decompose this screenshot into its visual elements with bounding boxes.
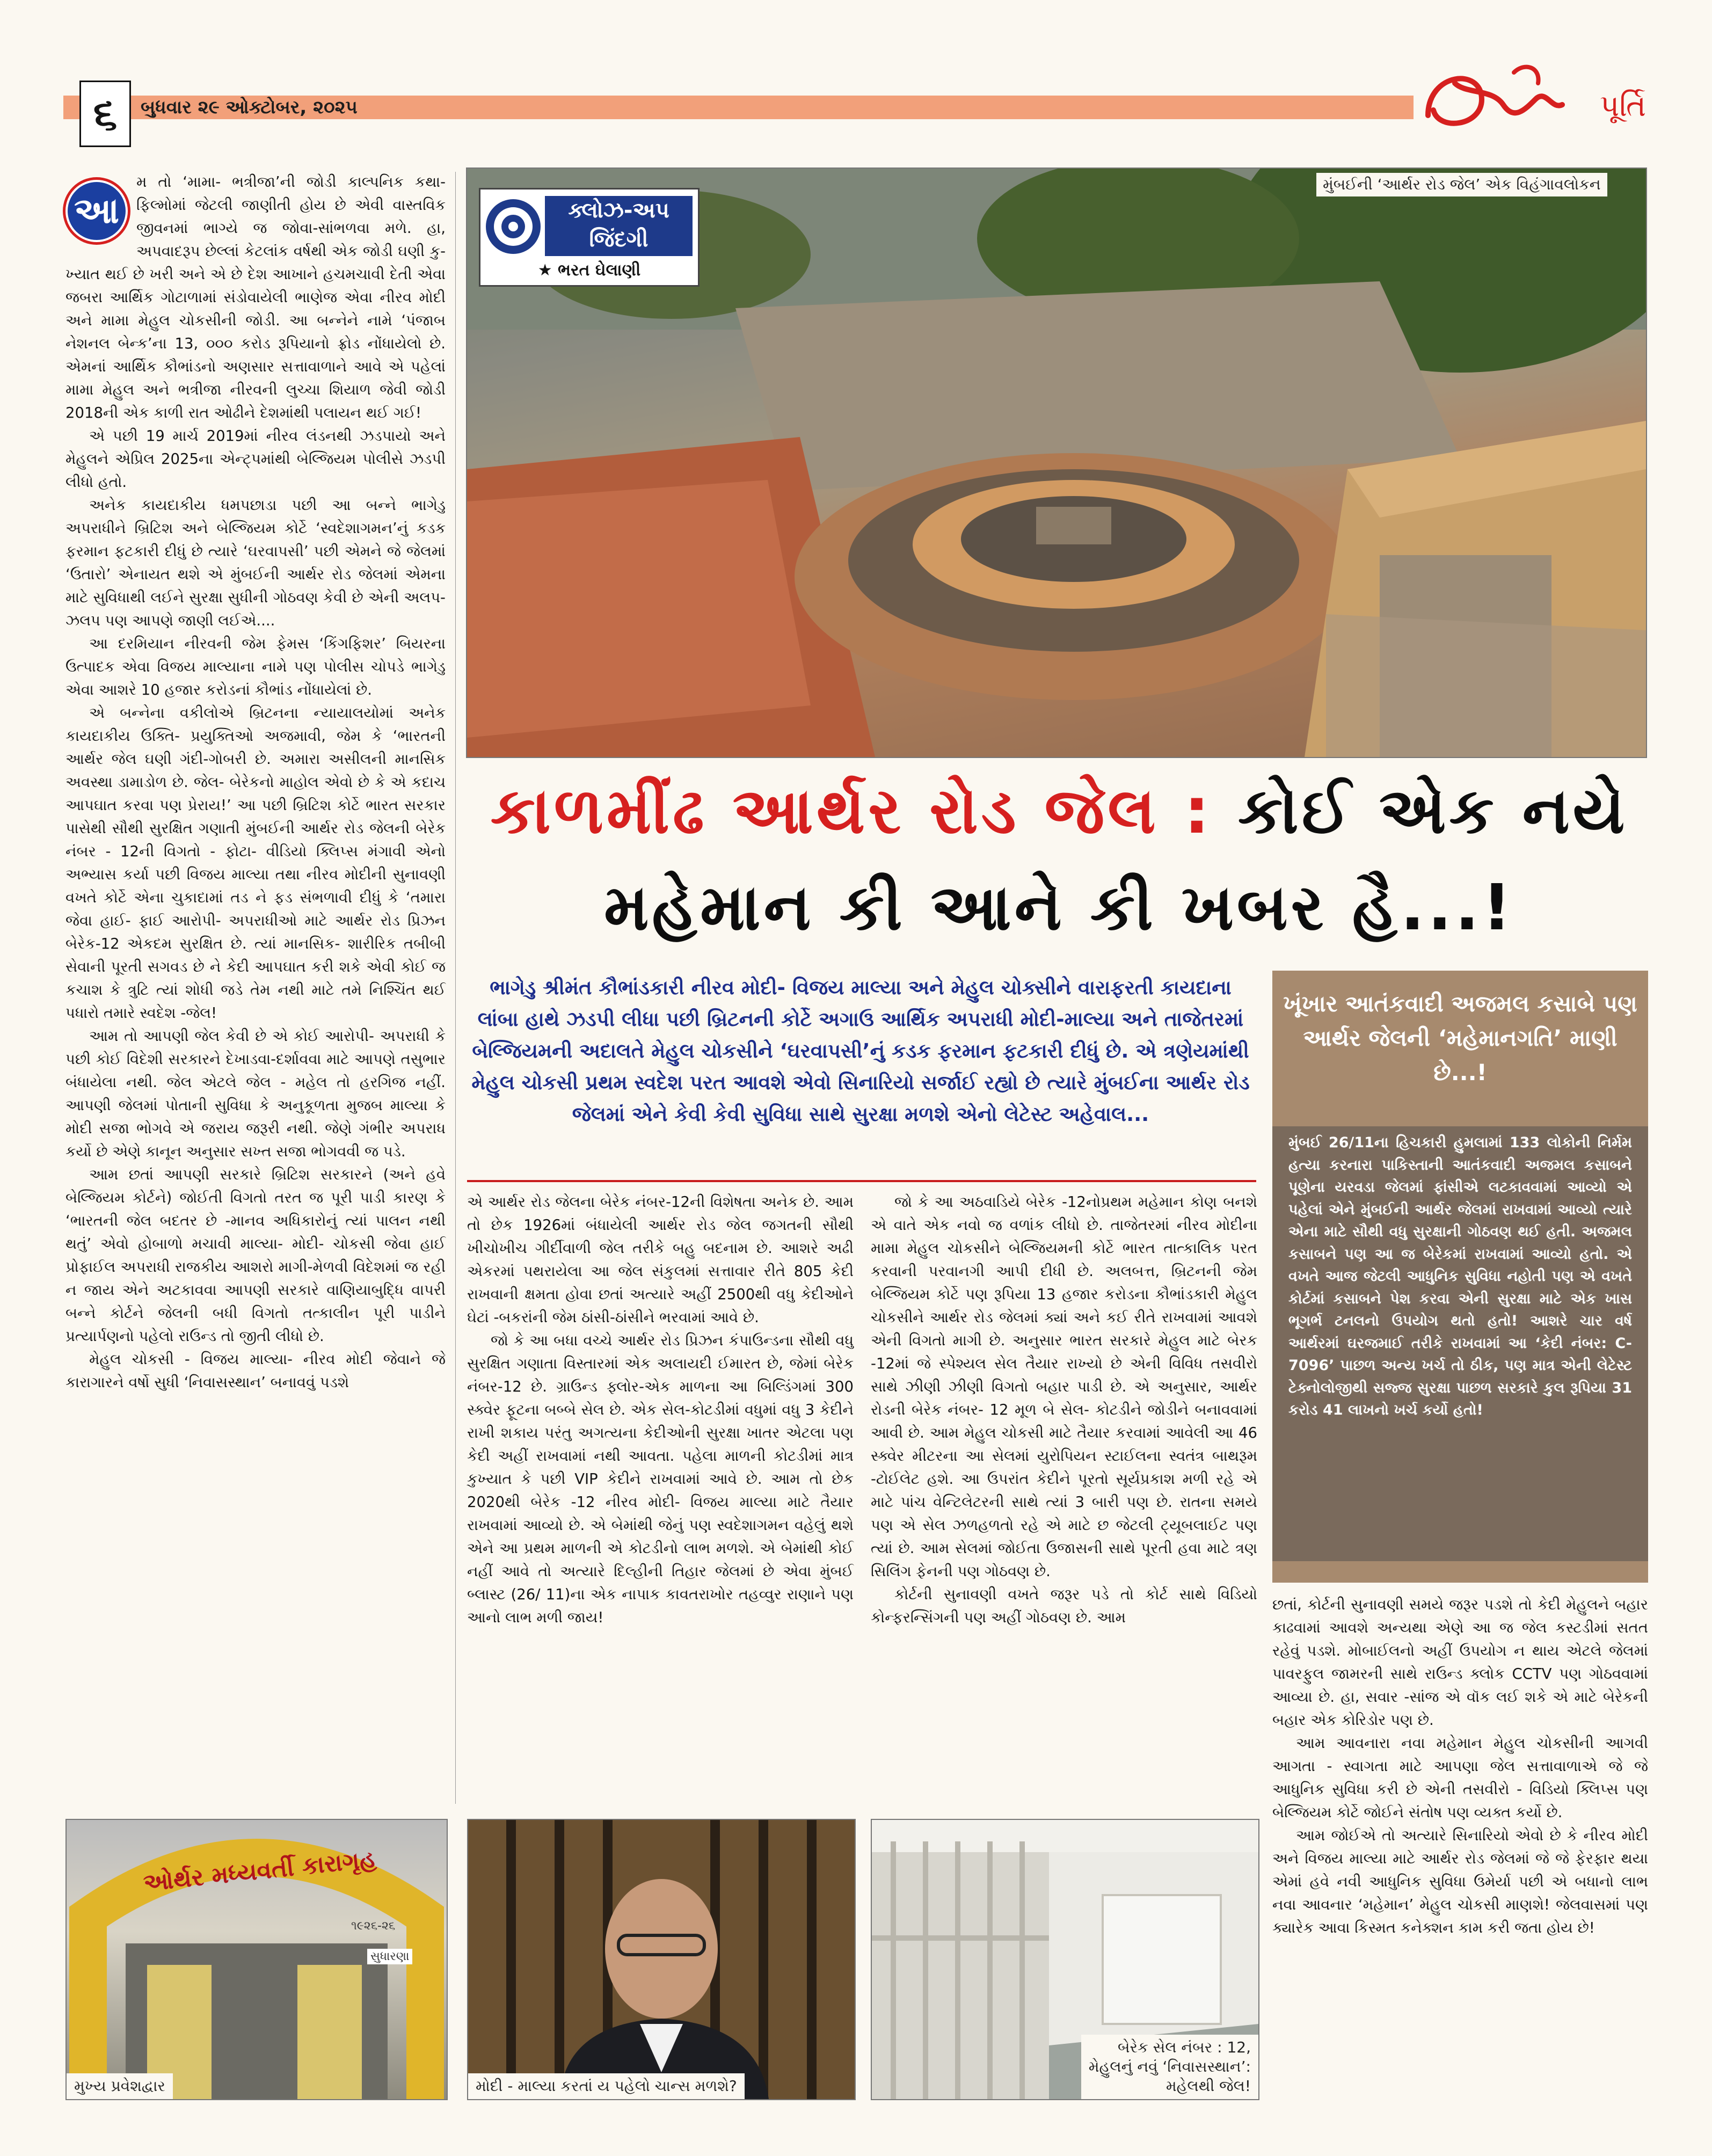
page-number: ૬ <box>93 89 118 139</box>
col4-para-1: છતાં, કોર્ટની સુનાવણી સમયે જરૂર પડશે તો કેદી મેહુલને બહાર કાઢવામાં આવશે અન્યથા એણે આ જ જેલ કસ્ટડીમાં સતત રહેવું પડશે. મોબાઈલનો અહીં ઉપયોગ ન થાય એટલે જેલમાં પાવરફુલ જામરની સાથે રાઉન્ડ ક્લોક CCTV પણ ગોઠવવામાં આવ્યા છે. હા, સવાર -સાંજ એ વૉક લઈ શકે એ માટે બેરેકની બહાર એક કોરિડોર પણ છે. <box>1272 1596 1648 1729</box>
aperture-icon <box>486 199 541 254</box>
dropcap-letter: આ <box>74 190 119 231</box>
photo-portrait <box>467 1819 856 2100</box>
sidebar-body: મુંબઈ 26/11ના હિચકારી હુમલામાં 133 લોકોની નિર્મમ હત્યા કરનારા પાકિસ્તાની આતંકવાદી અજમલ કસાબને પૂણેના યરવડા જેલમાં ફાંસીએ લટકાવવામાં આવ્યો એ પહેલાં એને મુંબઈની આર્થર જેલમાં રાખવામાં આવ્યો ત્યારે એના માટે સૌથી વધુ સુરક્ષાની ગોઠવણ થઈ હતી. અજમલ કસાબને પણ આ જ બેરેકમાં રાખવામાં આવ્યો હતો. એ વખતે આજ જેટલી આધુનિક સુવિધા નહોતી પણ એ વખતે કોર્ટમાં કસાબને પેશ કરવા એની સુરક્ષા માટે એક ખાસ ભૂગર્ભ ટનલનો ઉપયોગ થતો હતો! આશરે ચાર વર્ષ આર્થરમાં ઘરજમાઈ તરીકે રાખવામાં આ ‘કેદી નંબર: C-7096’ પાછળ અન્ય ખર્ચ તો ઠીક, પણ માત્ર એની લેટેસ્ટ ટેક્નોલોજીથી સજ્જ સુરક્ષા પાછળ સરકારે કુલ રૂપિયા 31 કરોડ 41 લાખનો ખર્ચ કર્યો હતો! <box>1272 1126 1648 1561</box>
col1-para-4: આ દરમિયાન નીરવની જેમ ફેમસ ‘કિંગફિશર’ બિયરના ઉત્પાદક એવા વિજય માલ્યાના નામે પણ પોલીસ ચોપડે ભાગેડુ એવા આશરે 10 હજાર કરોડનાં કૌભાંડ નોંધાયેલાં છે. <box>65 635 446 698</box>
gate-year-text: ૧૯૨૬-૨૬ <box>351 1919 396 1933</box>
col1-para-2: એ પછી 19 માર્ચ 2019માં નીરવ લંડનથી ઝડપાયો અને મેહુલને એપ્રિલ 2025ના એન્ટ્પમાંથી બેલ્જિયમ પોલીસે ઝડપી લીધો હતો. <box>65 427 446 491</box>
gate-sub-text: સુધારણા <box>367 1949 412 1964</box>
cell-caption-line3: મહેલથી જેલ! <box>1165 2077 1251 2095</box>
column-author: ★ ભરત ઘેલાણી <box>537 261 641 280</box>
cell-caption-line2: મેહુલનું નવું ‘નિવાસસ્થાન’: <box>1088 2058 1251 2075</box>
col1-para-6: આમ તો આપણી જેલ કેવી છે એ કોઈ આરોપી- અપરાધી કે પછી કોઈ વિદેશી સરકારને દેખાડવા-દર્શાવવા માટે આપણે તસુભાર બંધાયેલા નથી. જેલ એટલે જેલ - મહેલ તો હરગિજ નહીં. આપણી જેલમાં પોતાની સુવિધા કે અનુકૂળતા મુજબ માલ્યા કે મોદી સજા ભોગવે એ જરાય જરૂરી નથી. જેણે ગંભીર અપરાધ કર્યો છે એણે કાનૂન અનુસાર સખ્ત સજા ભોગવવી જ પડે. <box>65 1028 446 1160</box>
dateline: બુધવાર ૨૯ ઓક્ટોબર, ૨૦૨૫ <box>141 97 358 118</box>
column-badge <box>479 188 700 287</box>
col2-para-1: એ આર્થર રોડ જેલના બેરેક નંબર-12ની વિશેષતા અનેક છે. આમ તો છેક 1926માં બંધાયેલી આર્થર રોડ જેલ જગતની સૌથી ખીચોખીચ ગીર્દીવાળી જેલ તરીકે બહુ બદનામ છે. આશરે અઢી એકરમાં પથરાયેલા આ જેલ સંકુલમાં સત્તાવાર રીતે 805 કેદી રાખવાની ક્ષમતા હોવા છતાં અત્યારે અહીં 2500થી વધુ કેદીઓને ઘેટાં -બકરાંની જેમ ઠાંસી-ઠાંસીને ભરવામાં આવે છે. <box>467 1193 854 1326</box>
article-col-2 <box>467 1191 854 1629</box>
col4-para-3: આમ જોઈએ તો અત્યારે સિનારિયો એવો છે કે નીરવ મોદી અને વિજય માલ્યા માટે આર્થર રોડ જેલમાં જે જે ફેરફાર થયા એમાં હવે નવી આધુનિક સુવિધા ઉમેર્યા પછી એ બધાનો લાભ નવા આવનાર ‘મહેમાન’ મેહુલ ચોકસી માણશે! જેલવાસમાં પણ ક્યારેક આવા કિસ્મત કનેક્શન કામ કરી જતા હોય છે! <box>1272 1827 1648 1936</box>
sidebar-box <box>1272 971 1648 1583</box>
headline-line2: મહેમાન કી આને કી ખબર હૈ...! <box>604 870 1514 944</box>
headline-part1: કાળમીંઢ આર્થર રોડ જેલ : <box>490 774 1213 848</box>
main-photo-caption: મુંબઈની ‘આર્થર રોડ જેલ’ એક વિહંગાવલોકન <box>1316 173 1607 196</box>
cell-caption-line1: બેરેક સેલ નંબર : 12, <box>1118 2038 1251 2056</box>
page-number-box <box>79 81 131 147</box>
deck: ભાગેડુ શ્રીમંત કૌભાંડકારી નીરવ મોદી- વિજય માલ્યા અને મેહુલ ચોક્સીને વારાફરતી કાયદાના લાંબા હાથે ઝડપી લીધા પછી બ્રિટનની કોર્ટે અગાઉ આર્થિક અપરાધી મોદી-માલ્યા અને તાજેતરમાં બેલ્જિયમની અદાલતે મેહુલ ચોકસીને ‘ઘરવાપસી’નું કડક ફરમાન ફટકારી દીધું છે. એ ત્રણેયમાંથી મેહુલ ચોકસી પ્રથમ સ્વદેશ પરત આવશે એવો સિનારિયો સર્જાઈ રહ્યો છે ત્યારે મુંબઈના આર્થર રોડ જેલમાં એને કેવી કેવી સુવિધા સાથે સુરક્ષા મળશે એનો લેટેસ્ટ અહેવાલ... <box>471 976 1250 1126</box>
column-rule-1 <box>455 172 456 1804</box>
headline-line1 <box>466 773 1652 848</box>
cell-caption <box>1081 2035 1258 2099</box>
headline-part2: કોઈ એક નયે <box>1212 774 1628 848</box>
col2-para-2: જો કે આ બધા વચ્ચે આર્થર રોડ પ્રિઝન કંપાઉન્ડના સૌથી વધુ સુરક્ષિત ગણાતા વિસ્તારમાં એક અલાયદી ઈમારત છે, જેમાં બેરેક નંબર-12 છે. ગ્રાઉન્ડ ફ્લોર-એક માળના આ બિલ્ડિંગમાં 300 સ્ક્વેર ફૂટના બબ્બે સેલ છે. એક સેલ-કોટડીમાં વધુમાં વધુ 3 કેદીને રાખી શકાય પરંતુ અગત્યના કેદીઓની સુરક્ષા ખાતર એટલા પણ કેદી અહીં રાખવામાં નથી આવતા. પહેલા માળની કોટડીમાં માત્ર કુખ્યાત કે પછી VIP કેદીને રાખવામાં આવે છે. આમ તો છેક 2020થી બેરેક -12 નીરવ મોદી- વિજય માલ્યા માટે તૈયાર રાખવામાં આવ્યો છે. એ બેમાંથી જેનું પણ સ્વદેશાગમન વહેલું થશે એને આ પ્રથમ માળની એ કોટડીનો લાભ મળશે. એ બેમાંથી કોઈ નહીં આવે તો અત્યારે દિલ્હીની તિહાર જેલમાં છે એવા મુંબઈ બ્લાસ્ટ (26/ 11)ના એક નાપાક કાવતરાખોર તહવ્વુર રાણાને પણ આનો લાભ મળી જાય! <box>467 1332 854 1626</box>
article-col-1 <box>65 171 446 1394</box>
col1-para-5: એ બન્નેના વકીલોએ બ્રિટનના ન્યાયાલયોમાં અનેક કાયદાકીય ઉક્તિ- પ્રયુક્તિઓ અજમાવી, જેમ કે ‘ભારતની આર્થર જેલ ઘણી ગંદી-ગોબરી છે. અમારા અસીલની માનસિક અવસ્થા ડામાડોળ છે. જેલ- બેરેકનો માહોલ એવો છે કે એ કદાચ આપઘાત કરવા પણ પ્રેરાય!’ આ પછી બ્રિટિશ કોર્ટે ભારત સરકાર પાસેથી સૌથી સુરક્ષિત ગણાતી મુંબઈની આર્થર રોડ જેલની બેરેક નંબર - 12ની વિગતો - ફોટા- વીડિયો ક્લિપ્સ મંગાવી એનો અભ્યાસ કર્યા પછી વિજય માલ્યા તથા નીરવ મોદીની સુનાવણી વખતે કોર્ટે એના ચુકાદામાં તડ ને ફડ સંભળાવી દીધું કે ‘તમારા જેવા હાઈ- ફાઈ આરોપી- અપરાધીઓ માટે આર્થર રોડ પ્રિઝન બેરેક-12 એકદમ સુરક્ષિત છે. ત્યાં માનસિક- શારીરિક તબીબી સેવાની પૂરતી સગવડ છે ને કેદી આપઘાત કરી શકે એવી કોઈ જ કચાશ કે ત્રુટિ ત્યાં શોધી જડે તેમ નથી માટે તમે નિશ્ચિંત થઈ પધારો તમારે સ્વદેશ -જેલ! <box>65 704 446 1022</box>
col3-para-1: જો કે આ અઠવાડિયે બેરેક -12નોપ્રથમ મહેમાન કોણ બનશે એ વાતે એક નવો જ વળાંક લીધો છે. તાજેતરમાં નીરવ મોદીના મામા મેહુલ ચોકસીને બેલ્જિયમની કોર્ટે ભારત તાત્કાલિક પરત કરવાની પરવાનગી આપી દીધી છે. અલબત્ત, બ્રિટનની જેમ બેલ્જિયમ કોર્ટે પણ રૂપિયા 13 હજાર કરોડના કૌભાંડકારી મેહુલ ચોકસીને આર્થર રોડ જેલમાં ક્યાં અને કઈ રીતે રાખવામાં આવશે એની વિગતો માગી છે. અનુસાર ભારત સરકારે મેહુલ માટે બેરક -12માં જે સ્પેશ્યલ સેલ તૈયાર રાખ્યો છે એની વિવિધ તસવીરો સાથે ઝીણી ઝીણી વિગતો બહાર પાડી છે. એ અનુસાર, આર્થર રોડની બેરેક નંબર- 12 મૂળ બે સેલ- કોટડીને જોડીને બનાવવામાં આવી છે. આમ મેહુલ ચોકસી માટે તૈયાર કરવામાં આવેલી આ 46 સ્ક્વેર મીટરના આ સેલમાં યુરોપિયન સ્ટાઈલના સ્વતંત્ર બાથરૂમ -ટોઈલેટ હશે. આ ઉપરાંત કેદીને પૂરતો સૂર્યપ્રકાશ મળી રહે એ માટે પાંચ વેન્ટિલેટરની સાથે ત્યાં 3 બારી પણ છે. રાતના સમયે પણ એ સેલ ઝળહળતો રહે એ માટે છ જેટલી ટ્યૂબલાઈટ પણ ત્યાં છે. આમ સેલમાં જોઈતા ઉજાસની સાથે પૂરતી હવા માટે ત્રણ સિલિંગ ફેનની પણ ગોઠવણ છે. <box>871 1193 1258 1580</box>
col3-para-2: કોર્ટની સુનાવણી વખતે જરૂર પડે તો કોર્ટ સાથે વિડિયો કોન્ફરન્સિંગની પણ અહીં ગોઠવણ છે. આમ <box>871 1586 1257 1626</box>
photo-barrack-cell <box>871 1819 1259 2100</box>
deck-rule <box>467 1180 1256 1182</box>
article-col-4 <box>1272 1593 1648 1940</box>
article-col-3 <box>871 1191 1257 1629</box>
photo-jail-gate <box>65 1819 448 2100</box>
col1-para-1: મ તો ‘મામા- ભત્રીજા’ની જોડી કાલ્પનિક કથા-ફિલ્મોમાં જેટલી જાણીતી હોય છે એવી વાસ્તવિક જીવનમાં ભાગ્યે જ જોવા-સાંભળવા મળે. હા, અપવાદરૂપ છેલ્લાં કેટલાંક વર્ષથી એક જોડી ઘણી કુ-ખ્યાત થઈ છે ખરી અને એ છે દેશ આખાને હચમચાવી દેતી એવા જબરા આર્થિક ગોટાળામાં સંડોવાયેલી ભાણેજ એવા નીરવ મોદી અને મામા મેહુલ ચોકસીની જોડી. આ બન્નેને નામે ‘પંજાબ નેશનલ બેન્ક’ના 13, ૦૦૦ કરોડ રૂપિયાનો ફ્રોડ નોંધાયેલો છે. એમનાં આર્થિક કૌભાંડનો અણસાર સત્તાવાળાને આવે એ પહેલાં મામા મેહુલ અને ભત્રીજા નીરવની લુચ્ચા શિયાળ જેવી જોડી 2018ની એક કાળી રાત ઓઢીને દેશમાંથી પલાયન થઈ ગઈ! <box>65 173 446 421</box>
col4-para-2: આમ આવનારા નવા મહેમાન મેહુલ ચોકસીની આગવી આગતા - સ્વાગતા માટે આપણા જેલ સત્તાવાળાએ જે જે આધુનિક સુવિધા કરી છે એની તસવીરો - વિડિયો ક્લિપ્સ પણ બેલ્જિયમ કોર્ટે જોઈને સંતોષ પણ વ્યક્ત કર્યો છે. <box>1272 1735 1648 1821</box>
sidebar-title: ખૂંખાર આતંકવાદી અજમલ કસાબે પણ આર્થર જેલની ‘મહેમાનગતિ’ માણી છે...! <box>1283 990 1637 1086</box>
col1-para-7: આમ છતાં આપણી સરકારે બ્રિટિશ સરકારને (અને હવે બેલ્જિયમ કોર્ટને) જોઈતી વિગતો તરત જ પૂરી પાડી કારણ કે ‘ભારતની જેલ બદતર છે -માનવ અધિકારોનું ત્યાં પાલન નથી થતું’ એવો હોબાળો મચાવી માલ્યા- મોદી- ચોકસી જેવા હાઈ પ્રોફાઈલ અપરાધી રાજકીય આશરો માગી-મેળવી વિદેશમાં જ રહી ન જાય એને અટકાવવા આપણી સરકારે વાણિયાબુદ્ધિ વાપરી બન્ને કોર્ટને જેલની બધી વિગતો તત્કાલીન પૂરી પાડીને પ્રત્યાર્પણનો પહેલો રાઉન્ડ તો જીતી લીધો છે. <box>65 1166 446 1345</box>
column-title-line1: ક્લોઝ-અપ <box>568 198 669 223</box>
column-title-line2: જિંદગી <box>589 227 649 252</box>
gate-sign-text: ઓર્થર મધ્યવર્તી કારાગૃહ <box>142 1845 378 1897</box>
col1-para-8: મેહુલ ચોકસી - વિજય માલ્યા- નીરવ મોદી જેવાને જે કારાગારને વર્ષો સુધી ‘નિવાસસ્થાન’ બનાવવું પડશે <box>65 1351 446 1391</box>
col1-para-3: અનેક કાયદાકીય ધમપછાડા પછી આ બન્ને ભાગેડુ અપરાધીને બ્રિટિશ અને બેલ્જિયમ કોર્ટે ‘સ્વદેશાગમન’નું કડક ફરમાન ફટકારી દીધું છે ત્યારે ‘ઘરવાપસી’ પછી એમને જે જેલમાં ‘ઉતારો’ એનાયત થશે એ મુંબઈની આર્થર રોડ જેલમાં એમના માટે સુવિધાથી લઈને સુરક્ષા સુધીની ગોઠવણ કેવી છે એની અલપ-ઝલપ પણ આપણે જાણી લઈએ.... <box>65 497 446 629</box>
gate-caption: મુખ્ય પ્રવેશદ્વાર <box>67 2073 173 2099</box>
brand-suffix: પૂર્તિ <box>1600 89 1647 123</box>
portrait-caption: મોદી - માલ્યા કરતાં ય પહેલો ચાન્સ મળશે? <box>468 2073 745 2099</box>
